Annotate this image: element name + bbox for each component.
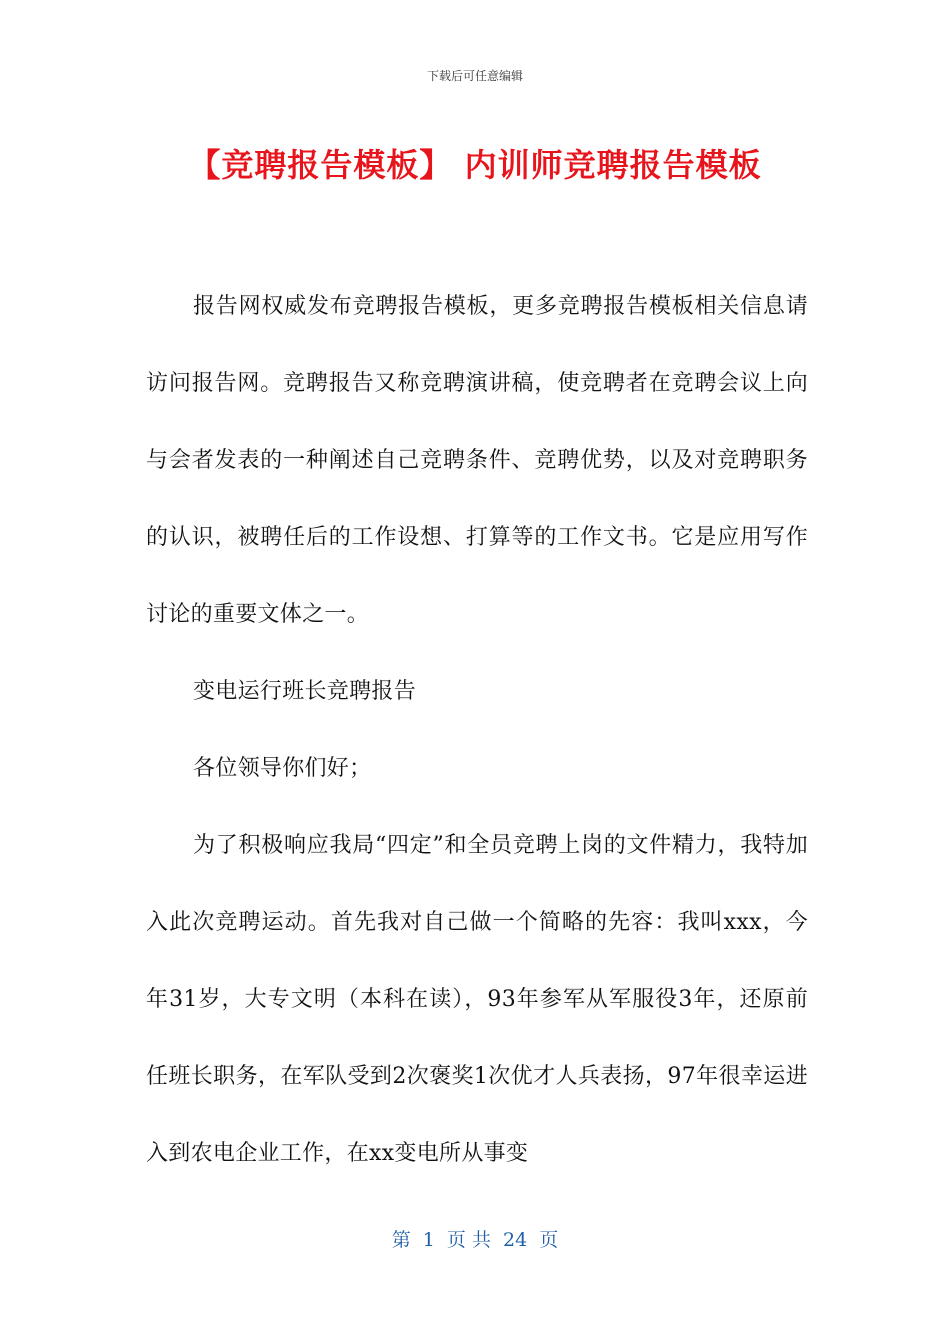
document-title: 【竞聘报告模板】 内训师竞聘报告模板 [188,146,762,184]
paragraph-greeting: 各位领导你们好； [193,756,372,781]
paragraph-self-intro: 为了积极响应我局“四定”和全员竞聘上岗的文件精力，我特加入此次竞聘运动。首先我对自己做一个简略的先容：我叫xxx，今年31岁，大专文明（本科在读），93年参军从军服役3年，还原前任班长职务，在军队受到2次褒奖1次优才人兵表扬，97年很幸运进入到农电企业工作，在xx变电所从事变 [146,833,808,1166]
page-number-footer: 第 1 页 共 24 页 [391,1229,559,1251]
header-note: 下载后可任意编辑 [426,69,523,83]
document-body [146,268,808,1192]
paragraph-intro: 报告网权威发布竞聘报告模板，更多竞聘报告模板相关信息请访问报告网。竞聘报告又称竞聘演讲稿，使竞聘者在竞聘会议上向与会者发表的一种阐述自己竞聘条件、竞聘优势，以及对竞聘职务的认识，被聘任后的工作设想、打算等的工作文书。它是应用写作讨论的重要文体之一。 [146,294,808,627]
paragraph-subtitle: 变电运行班长竞聘报告 [193,679,417,704]
